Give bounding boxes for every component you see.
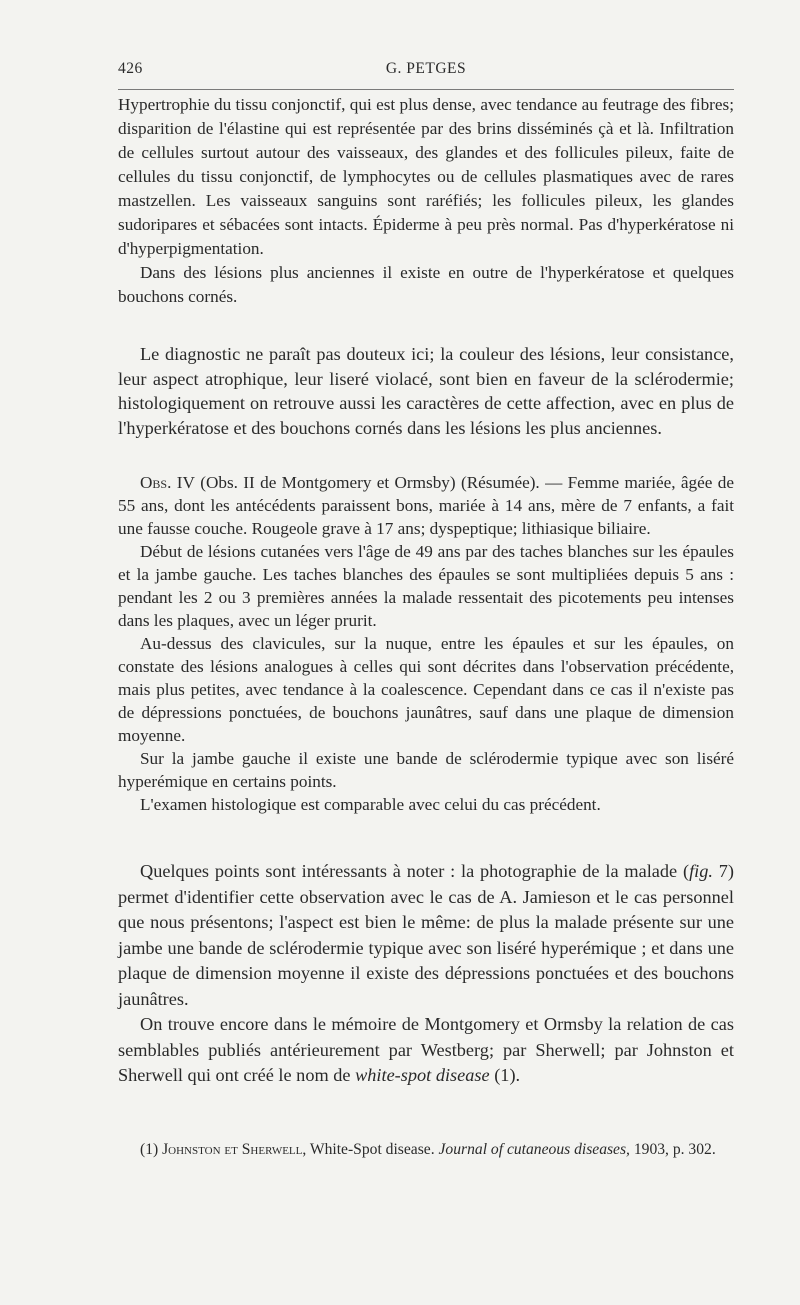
footnote-journal: Journal of cutaneous diseases, (438, 1141, 630, 1158)
discussion-block (118, 859, 734, 1089)
observation-block (118, 471, 734, 816)
literature-text-end: (1). (489, 1065, 521, 1085)
page-number: 426 (118, 60, 143, 77)
lesion-description-paragraph: Au-dessus des clavicules, sur la nuque, entre les épaules et sur les épaules, on constate des lésions analogues à celles qui sont décrites dans l'observation précédente, mais plus petites, avec tendance à la coalescence. Cependant dans ce cas il n'existe pas de dépressions ponctuées, de bouchons jaunâtres, sauf dans une plaque de dimension moyenne. (118, 634, 734, 745)
footnote-authors: Johnston et Sherwell, (162, 1141, 307, 1158)
disease-name: white-spot disease (355, 1065, 490, 1085)
literature-paragraph (118, 1012, 734, 1089)
histology-block (118, 93, 734, 309)
footnote-marker: (1) (140, 1141, 163, 1158)
histology-paragraph: Hypertrophie du tissu conjonctif, qui est plus dense, avec tendance au feutrage des fibres; disparition de l'élastine qui est représentée par des brins disséminés çà et là. Infiltration de cellules surtout autour des vaisseaux, des glandes et des follicules pileux, faite de cellules du tissu conjonctif, de lymphocytes ou de cellules plasmatiques avec de rares mastzellen. Les vaisseaux sanguins sont raréfiés; les follicules pileux, les glandes sudoripares et sébacées sont intacts. Épiderme à peu près normal. Pas d'hyperkératose ni d'hyperpigmentation. (118, 95, 734, 258)
page-header (118, 60, 734, 84)
footnote (118, 1140, 734, 1159)
discussion-text-start: Quelques points sont intéressants à noter : la photographie de la malade ( (140, 861, 690, 881)
discussion-text-end: 7) permet d'identifier cette observation avec le cas de A. Jamieson et le cas personnel que nous présentons; l'aspect est bien le même: de plus la malade présente sur une jambe une bande de sclérodermie typique avec son liséré hyperémique ; et dans une plaque de dimension moyenne il existe des dépressions ponctuées et des bouchons jaunâtres. (118, 861, 734, 1009)
running-head: G. PETGES (385, 60, 467, 77)
diagnosis-block (118, 342, 734, 440)
older-lesions-paragraph: Dans des lésions plus anciennes il existe en outre de l'hyperkératose et quelques bouchons cornés. (118, 263, 734, 306)
lesion-onset-paragraph: Début de lésions cutanées vers l'âge de 49 ans par des taches blanches sur les épaules et la jambe gauche. Les taches blanches des épaules se sont multipliées depuis 5 ans : pendant les 2 ou 3 premières années la malade ressentait des picotements peu intenses dans les plaques, avec un léger prurit. (118, 542, 734, 630)
observation-text: (Obs. II de Montgomery et Ormsby) (Résumée). — Femme mariée, âgée de 55 ans, dont les antécédents paraissent bons, mariée à 14 ans, mère de 7 enfants, a fait une fausse couche. Rougeole grave à 17 ans; dyspeptique; lithiasique biliaire. (118, 473, 734, 538)
footnote-reference: 1903, p. 302. (629, 1141, 716, 1158)
literature-text-start: On trouve encore dans le mémoire de Montgomery et Ormsby la relation de cas semblables publiés antérieurement par Westberg; par Sherwell; par Johnston et Sherwell qui ont créé le nom de (118, 1014, 734, 1085)
diagnosis-paragraph: Le diagnostic ne paraît pas douteux ici; la couleur des lésions, leur consistance, leur aspect atrophique, leur liseré violacé, sont bien en faveur de la sclérodermie; histologiquement on retrouve aussi les caractères de cette affection, avec en plus de l'hyperkératose et des bouchons cornés dans les lésions les plus anciennes. (118, 344, 734, 438)
histology-comparison-paragraph: L'examen histologique est comparable avec celui du cas précédent. (140, 795, 601, 814)
discussion-paragraph (118, 859, 734, 1012)
observation-paragraph (118, 471, 734, 540)
footnote-title: White-Spot disease. (306, 1141, 439, 1158)
leg-lesion-paragraph: Sur la jambe gauche il existe une bande de sclérodermie typique avec son liséré hyperémique en certains points. (118, 749, 734, 791)
observation-label: Obs. IV (140, 473, 195, 492)
figure-reference: fig. (689, 861, 713, 881)
header-divider (118, 89, 734, 90)
